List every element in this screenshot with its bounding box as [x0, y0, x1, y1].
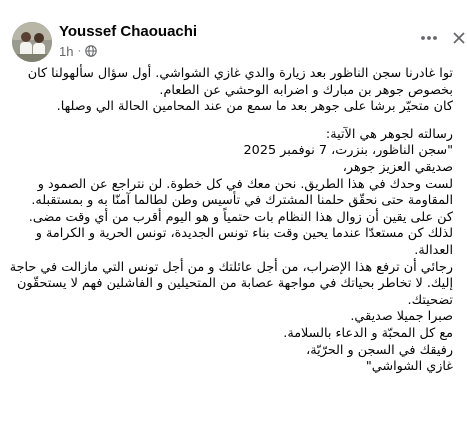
post-header	[0, 0, 467, 66]
post-paragraph-letter: "سجن الناظور، بنزرت، 7 نوفمبر 2025 صديقي العزيز جوهر، لست وحدك في هذا الطريق. نحن معك في كل خطوة. لن نتراجع عن الصمود و المقاومة حتى نحقّق حلمنا المشترك في تأسيس وطن لطالما آمنّا به و بمستقبله. كن على يقين أن زوال هذا النظام بات حتمياً و هو اليوم أقرب من أي وقت مضى. لذلك كن مستعدّا عندما يحين وقت بناء تونس الجديدة، تونس الحرية و الكرامة و العدالة. رجائي أن ترفع هذا الإضراب، من أجل عائلتك و من أجل تونس التي مازالت في حاجة إليك. لا تخاطر بحياتك في مواجهة عصابة من المتحيلين و الفاشلين فهم لا يستحقّون تضحيتك. صبرا جميلا صديقي. مع كل المحبّة و الدعاء بالسلامة. رفيقك في السجن و الحرّيّة، غازي الشواشي"	[9, 143, 453, 375]
close-icon	[452, 31, 466, 45]
post-paragraph-intro: توا غادرنا سجن الناظور بعد زيارة والدي غازي الشواشي. أول سؤال سألهولنا كان بخصوص جوهر بن مبارك و اضرابه الوحشي عن الطعام. كان متحيّر برشا على جوهر بعد ما سمع من عند المحامين الحالة الي وصلها.	[27, 66, 453, 115]
author-avatar[interactable]	[12, 22, 52, 62]
post-text	[0, 66, 453, 376]
post-timestamp[interactable]: 1h	[59, 43, 74, 59]
post-paragraph-letter-heading: رسالته لجوهر هي الآتية:	[325, 126, 453, 142]
close-post-button[interactable]	[448, 27, 467, 49]
ellipsis-icon	[420, 35, 438, 41]
avatar-photo	[12, 22, 52, 62]
meta-separator: ·	[77, 45, 82, 57]
globe-icon[interactable]	[85, 45, 97, 57]
paragraph-spacer	[0, 116, 453, 127]
author-name[interactable]: Youssef Chaouachi	[59, 23, 198, 40]
more-options-button[interactable]	[418, 27, 440, 49]
post-meta	[59, 43, 97, 59]
